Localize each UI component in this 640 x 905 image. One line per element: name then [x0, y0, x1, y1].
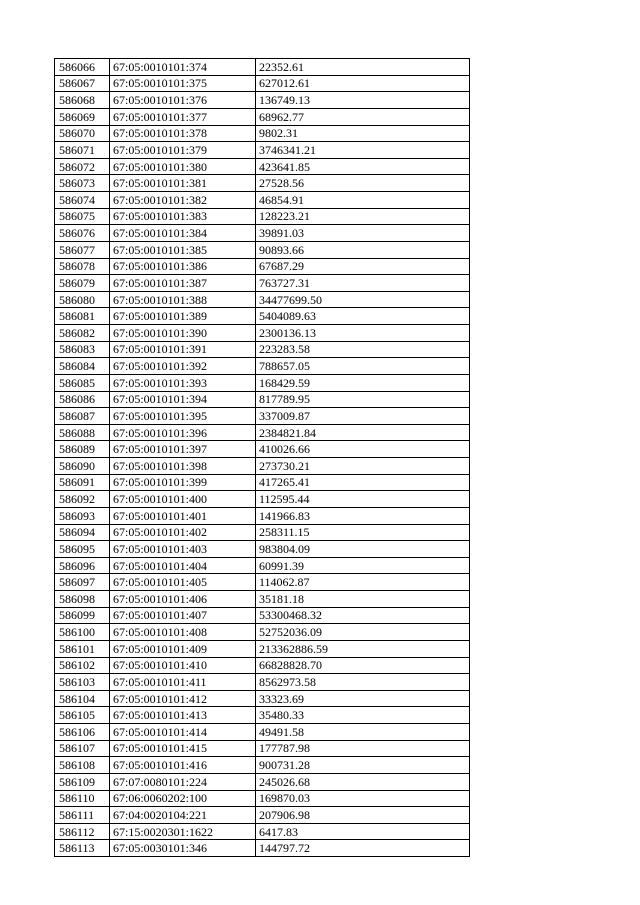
table-row — [55, 175, 470, 192]
cadastral-number-cell: 67:05:0010101:409 — [110, 640, 256, 657]
table-row — [55, 291, 470, 308]
row-number-cell: 586107 — [55, 740, 110, 757]
row-number-cell: 586077 — [55, 241, 110, 258]
table-row — [55, 59, 470, 76]
table-row — [55, 75, 470, 92]
value-cell: 337009.87 — [256, 408, 470, 425]
table-row — [55, 657, 470, 674]
table-row — [55, 624, 470, 641]
row-number-cell: 586109 — [55, 773, 110, 790]
table-row — [55, 524, 470, 541]
cadastral-number-cell: 67:05:0010101:403 — [110, 541, 256, 558]
cadastral-number-cell: 67:05:0010101:397 — [110, 441, 256, 458]
cadastral-number-cell: 67:05:0010101:404 — [110, 557, 256, 574]
cadastral-number-cell: 67:05:0010101:400 — [110, 491, 256, 508]
value-cell: 788657.05 — [256, 358, 470, 375]
value-cell: 207906.98 — [256, 807, 470, 824]
cadastral-number-cell: 67:05:0010101:398 — [110, 458, 256, 475]
table-row — [55, 341, 470, 358]
row-number-cell: 586068 — [55, 92, 110, 109]
cadastral-number-cell: 67:05:0010101:401 — [110, 507, 256, 524]
table-row — [55, 724, 470, 741]
table-row — [55, 275, 470, 292]
row-number-cell: 586078 — [55, 258, 110, 275]
value-cell: 258311.15 — [256, 524, 470, 541]
cadastral-number-cell: 67:05:0010101:395 — [110, 408, 256, 425]
value-cell: 34477699.50 — [256, 291, 470, 308]
value-cell: 144797.72 — [256, 840, 470, 857]
value-cell: 46854.91 — [256, 192, 470, 209]
cadastral-number-cell: 67:05:0010101:390 — [110, 325, 256, 342]
row-number-cell: 586105 — [55, 707, 110, 724]
table-row — [55, 192, 470, 209]
cadastral-number-cell: 67:05:0010101:388 — [110, 291, 256, 308]
row-number-cell: 586087 — [55, 408, 110, 425]
table-row — [55, 92, 470, 109]
row-number-cell: 586106 — [55, 724, 110, 741]
cadastral-number-cell: 67:05:0010101:410 — [110, 657, 256, 674]
row-number-cell: 586104 — [55, 690, 110, 707]
cadastral-number-cell: 67:05:0010101:399 — [110, 474, 256, 491]
cadastral-number-cell: 67:05:0010101:415 — [110, 740, 256, 757]
value-cell: 68962.77 — [256, 108, 470, 125]
row-number-cell: 586094 — [55, 524, 110, 541]
value-cell: 39891.03 — [256, 225, 470, 242]
table-row — [55, 707, 470, 724]
value-cell: 67687.29 — [256, 258, 470, 275]
row-number-cell: 586102 — [55, 657, 110, 674]
cadastral-number-cell: 67:05:0010101:414 — [110, 724, 256, 741]
cadastral-number-cell: 67:05:0010101:383 — [110, 208, 256, 225]
value-cell: 27528.56 — [256, 175, 470, 192]
value-cell: 141966.83 — [256, 507, 470, 524]
row-number-cell: 586085 — [55, 374, 110, 391]
table-row — [55, 807, 470, 824]
table-row — [55, 690, 470, 707]
cadastral-number-cell: 67:04:0020104:221 — [110, 807, 256, 824]
cadastral-value-table — [54, 58, 470, 857]
row-number-cell: 586096 — [55, 557, 110, 574]
value-cell: 35480.33 — [256, 707, 470, 724]
value-cell: 2384821.84 — [256, 424, 470, 441]
cadastral-number-cell: 67:05:0010101:386 — [110, 258, 256, 275]
cadastral-number-cell: 67:05:0010101:382 — [110, 192, 256, 209]
cadastral-number-cell: 67:05:0010101:394 — [110, 391, 256, 408]
value-cell: 245026.68 — [256, 773, 470, 790]
row-number-cell: 586076 — [55, 225, 110, 242]
value-cell: 423641.85 — [256, 158, 470, 175]
cadastral-number-cell: 67:05:0010101:411 — [110, 674, 256, 691]
row-number-cell: 586112 — [55, 823, 110, 840]
value-cell: 213362886.59 — [256, 640, 470, 657]
row-number-cell: 586093 — [55, 507, 110, 524]
value-cell: 900731.28 — [256, 757, 470, 774]
row-number-cell: 586088 — [55, 424, 110, 441]
row-number-cell: 586081 — [55, 308, 110, 325]
value-cell: 49491.58 — [256, 724, 470, 741]
cadastral-number-cell: 67:05:0010101:384 — [110, 225, 256, 242]
cadastral-number-cell: 67:15:0020301:1622 — [110, 823, 256, 840]
row-number-cell: 586070 — [55, 125, 110, 142]
value-cell: 114062.87 — [256, 574, 470, 591]
table-row — [55, 258, 470, 275]
row-number-cell: 586103 — [55, 674, 110, 691]
table-row — [55, 773, 470, 790]
row-number-cell: 586079 — [55, 275, 110, 292]
cadastral-number-cell: 67:05:0010101:407 — [110, 607, 256, 624]
row-number-cell: 586086 — [55, 391, 110, 408]
row-number-cell: 586113 — [55, 840, 110, 857]
table-row — [55, 424, 470, 441]
value-cell: 223283.58 — [256, 341, 470, 358]
table-row — [55, 574, 470, 591]
cadastral-number-cell: 67:05:0010101:375 — [110, 75, 256, 92]
row-number-cell: 586095 — [55, 541, 110, 558]
table-row — [55, 474, 470, 491]
value-cell: 8562973.58 — [256, 674, 470, 691]
row-number-cell: 586082 — [55, 325, 110, 342]
table-row — [55, 790, 470, 807]
value-cell: 169870.03 — [256, 790, 470, 807]
row-number-cell: 586075 — [55, 208, 110, 225]
table-row — [55, 142, 470, 159]
value-cell: 33323.69 — [256, 690, 470, 707]
value-cell: 177787.98 — [256, 740, 470, 757]
value-cell: 627012.61 — [256, 75, 470, 92]
table-row — [55, 591, 470, 608]
table-row — [55, 640, 470, 657]
value-cell: 273730.21 — [256, 458, 470, 475]
row-number-cell: 586069 — [55, 108, 110, 125]
row-number-cell: 586091 — [55, 474, 110, 491]
cadastral-number-cell: 67:05:0010101:413 — [110, 707, 256, 724]
cadastral-number-cell: 67:05:0010101:412 — [110, 690, 256, 707]
row-number-cell: 586090 — [55, 458, 110, 475]
cadastral-number-cell: 67:05:0010101:405 — [110, 574, 256, 591]
value-cell: 128223.21 — [256, 208, 470, 225]
cadastral-number-cell: 67:05:0010101:379 — [110, 142, 256, 159]
cadastral-number-cell: 67:05:0010101:392 — [110, 358, 256, 375]
value-cell: 66828828.70 — [256, 657, 470, 674]
row-number-cell: 586067 — [55, 75, 110, 92]
row-number-cell: 586100 — [55, 624, 110, 641]
table-row — [55, 740, 470, 757]
cadastral-number-cell: 67:05:0010101:389 — [110, 308, 256, 325]
row-number-cell: 586071 — [55, 142, 110, 159]
table-row — [55, 225, 470, 242]
row-number-cell: 586110 — [55, 790, 110, 807]
cadastral-number-cell: 67:05:0010101:391 — [110, 341, 256, 358]
table-row — [55, 840, 470, 857]
row-number-cell: 586108 — [55, 757, 110, 774]
row-number-cell: 586098 — [55, 591, 110, 608]
cadastral-number-cell: 67:06:0060202:100 — [110, 790, 256, 807]
value-cell: 35181.18 — [256, 591, 470, 608]
value-cell: 112595.44 — [256, 491, 470, 508]
row-number-cell: 586084 — [55, 358, 110, 375]
table-row — [55, 458, 470, 475]
cadastral-number-cell: 67:05:0010101:377 — [110, 108, 256, 125]
row-number-cell: 586072 — [55, 158, 110, 175]
cadastral-number-cell: 67:05:0010101:378 — [110, 125, 256, 142]
table-row — [55, 557, 470, 574]
cadastral-number-cell: 67:05:0030101:346 — [110, 840, 256, 857]
row-number-cell: 586111 — [55, 807, 110, 824]
value-cell: 9802.31 — [256, 125, 470, 142]
cadastral-number-cell: 67:05:0010101:393 — [110, 374, 256, 391]
cadastral-number-cell: 67:05:0010101:416 — [110, 757, 256, 774]
cadastral-number-cell: 67:05:0010101:376 — [110, 92, 256, 109]
table-row — [55, 325, 470, 342]
value-cell: 52752036.09 — [256, 624, 470, 641]
value-cell: 90893.66 — [256, 241, 470, 258]
cadastral-number-cell: 67:05:0010101:380 — [110, 158, 256, 175]
cadastral-number-cell: 67:05:0010101:402 — [110, 524, 256, 541]
table-row — [55, 391, 470, 408]
table-row — [55, 441, 470, 458]
value-cell: 763727.31 — [256, 275, 470, 292]
value-cell: 410026.66 — [256, 441, 470, 458]
cadastral-number-cell: 67:05:0010101:374 — [110, 59, 256, 76]
table-row — [55, 358, 470, 375]
table-row — [55, 541, 470, 558]
table-row — [55, 491, 470, 508]
row-number-cell: 586083 — [55, 341, 110, 358]
table-row — [55, 607, 470, 624]
table-row — [55, 408, 470, 425]
row-number-cell: 586097 — [55, 574, 110, 591]
cadastral-number-cell: 67:05:0010101:408 — [110, 624, 256, 641]
value-cell: 6417.83 — [256, 823, 470, 840]
row-number-cell: 586066 — [55, 59, 110, 76]
value-cell: 53300468.32 — [256, 607, 470, 624]
table-row — [55, 308, 470, 325]
cadastral-number-cell: 67:07:0080101:224 — [110, 773, 256, 790]
table-row — [55, 374, 470, 391]
value-cell: 136749.13 — [256, 92, 470, 109]
table-row — [55, 823, 470, 840]
value-cell: 5404089.63 — [256, 308, 470, 325]
table-row — [55, 158, 470, 175]
row-number-cell: 586080 — [55, 291, 110, 308]
value-cell: 168429.59 — [256, 374, 470, 391]
value-cell: 60991.39 — [256, 557, 470, 574]
row-number-cell: 586092 — [55, 491, 110, 508]
value-cell: 3746341.21 — [256, 142, 470, 159]
cadastral-number-cell: 67:05:0010101:406 — [110, 591, 256, 608]
row-number-cell: 586099 — [55, 607, 110, 624]
row-number-cell: 586089 — [55, 441, 110, 458]
value-cell: 417265.41 — [256, 474, 470, 491]
row-number-cell: 586073 — [55, 175, 110, 192]
table-row — [55, 674, 470, 691]
table-row — [55, 241, 470, 258]
cadastral-number-cell: 67:05:0010101:385 — [110, 241, 256, 258]
value-cell: 22352.61 — [256, 59, 470, 76]
value-cell: 983804.09 — [256, 541, 470, 558]
cadastral-number-cell: 67:05:0010101:396 — [110, 424, 256, 441]
row-number-cell: 586101 — [55, 640, 110, 657]
value-cell: 817789.95 — [256, 391, 470, 408]
table-row — [55, 108, 470, 125]
row-number-cell: 586074 — [55, 192, 110, 209]
table-row — [55, 208, 470, 225]
table-row — [55, 125, 470, 142]
table-row — [55, 507, 470, 524]
cadastral-number-cell: 67:05:0010101:381 — [110, 175, 256, 192]
cadastral-number-cell: 67:05:0010101:387 — [110, 275, 256, 292]
table-row — [55, 757, 470, 774]
value-cell: 2300136.13 — [256, 325, 470, 342]
table-body — [55, 59, 470, 857]
